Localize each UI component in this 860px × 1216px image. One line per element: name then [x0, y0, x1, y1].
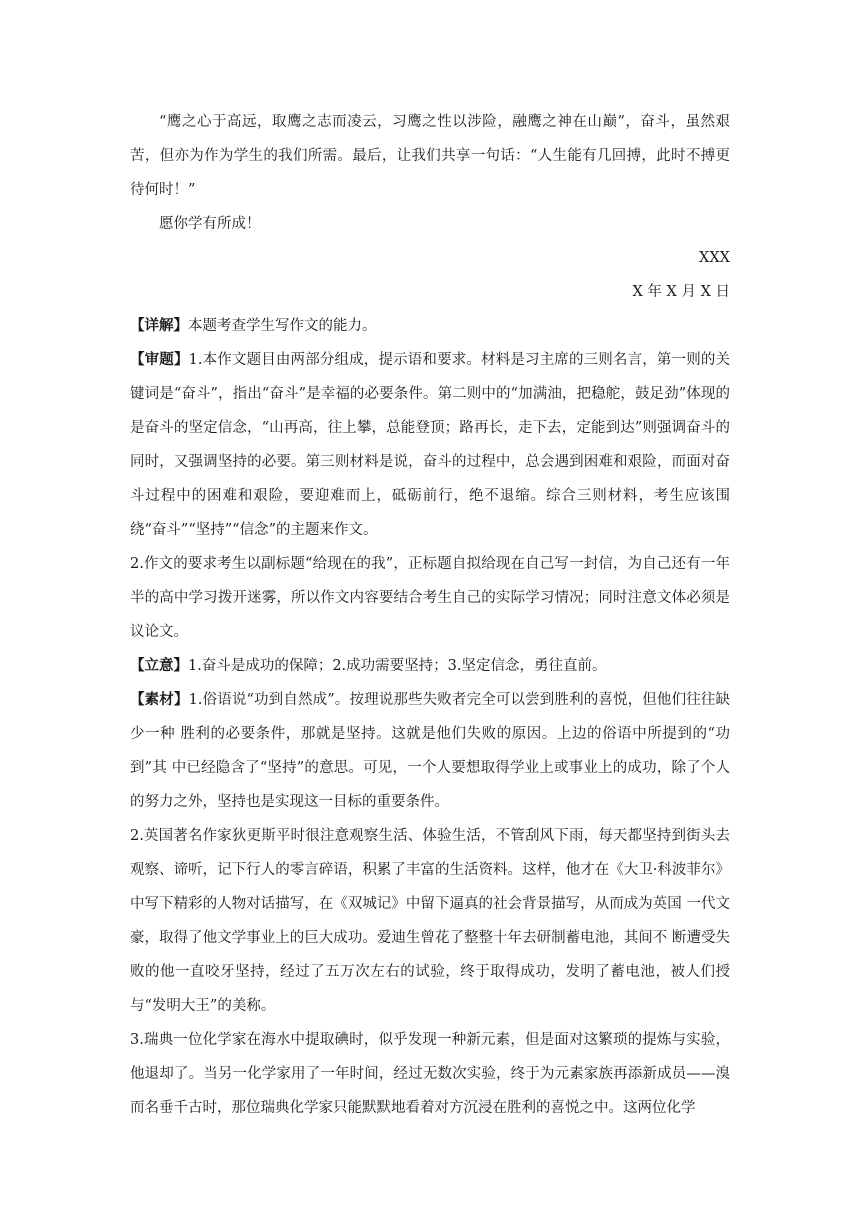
material-tag: 【素材】	[130, 691, 189, 708]
material-section-3: 3.瑞典一位化学家在海水中提取碘时，似乎发现一种新元素，但是面对这繁琐的提炼与实验，他退却了。当另一化学家用了一年时间，经过无数次实验，终于为元素家族再添新成员——溴而名垂千古时，那位瑞典化学家只能默默地看着对方沉浸在胜利的喜悦之中。这两位化学	[130, 1032, 730, 1116]
letter-date: X 年 X 月 X 日	[632, 284, 730, 300]
idea-section	[130, 649, 730, 683]
review-section-1	[130, 343, 730, 547]
material-section-2: 2.英国著名作家狄更斯平时很注意观察生活、体验生活，不管刮风下雨，每天都坚持到街头去观察、谛听，记下行人的零言碎语，积累了丰富的生活资料。这样，他才在《大卫·科波菲尔》中写下精彩的人物对话描写，在《双城记》中留下逼真的社会背景描写，从而成为英国 一代文豪，取得了他文学事业上的巨大成功。爱迪生曾花了整整十年去研制蓄电池，其间不 断遭受失败的他一直咬牙坚持，经过了五万次左右的试验，终于取得成功，发明了蓄电池，被人们授与“发明大王”的美称。	[130, 828, 730, 1014]
review-section-2: 2.作文的要求考生以副标题“给现在的我”，正标题自拟给现在自己写一封信，为自己还有一年半的高中学习拨开迷雾，所以作文内容要结合考生自己的实际学习情况；同时注意文体必须是议论文。	[130, 556, 730, 640]
review-tag: 【审题】	[130, 351, 189, 368]
material-section-1	[130, 683, 730, 819]
idea-tag: 【立意】	[130, 657, 188, 674]
material-text-1: 1.俗语说“功到自然成”。按理说那些失败者完全可以尝到胜利的喜悦，但他们往往缺少一种 胜利的必要条件，那就是坚持。这就是他们失败的原因。上边的俗语中所提到的“功到”其 中已经隐含了“坚持”的意思。可见，一个人要想取得学业上或事业上的成功，除了个人的努力之外，坚持也是实现这一目标的重要条件。	[130, 692, 730, 810]
letter-closing-paragraph: “鹰之心于高远，取鹰之志而凌云，习鹰之性以涉险，融鹰之神在山巅”，奋斗，虽然艰苦，但亦为作为学生的我们所需。最后，让我们共享一句话：“人生能有几回搏，此时不搏更待何时！”	[130, 114, 730, 198]
review-text-1: 1.本作文题目由两部分组成，提示语和要求。材料是习主席的三则名言，第一则的关键词是“奋斗”，指出“奋斗”是幸福的必要条件。第二则中的“加满油，把稳舵，鼓足劲”体现的是奋斗的坚定信念，“山再高，往上攀，总能登顶；路再长，走下去，定能到达”则强调奋斗的同时，又强调坚持的必要。第三则材料是说，奋斗的过程中，总会遇到困难和艰险，而面对奋斗过程中的困难和艰险，要迎难而上，砥砺前行，绝不退缩。综合三则材料，考生应该围绕“奋斗”“坚持”“信念”的主题来作文。	[130, 352, 730, 538]
detail-section	[130, 309, 730, 343]
detail-tag: 【详解】	[130, 317, 188, 334]
letter-wish: 愿你学有所成！	[159, 216, 261, 232]
detail-text: 本题考查学生写作文的能力。	[188, 318, 377, 334]
letter-signature: XXX	[699, 250, 730, 266]
idea-text: 1.奋斗是成功的保障；2.成功需要坚持；3.坚定信念，勇往直前。	[188, 658, 607, 674]
document-page	[130, 105, 730, 1125]
